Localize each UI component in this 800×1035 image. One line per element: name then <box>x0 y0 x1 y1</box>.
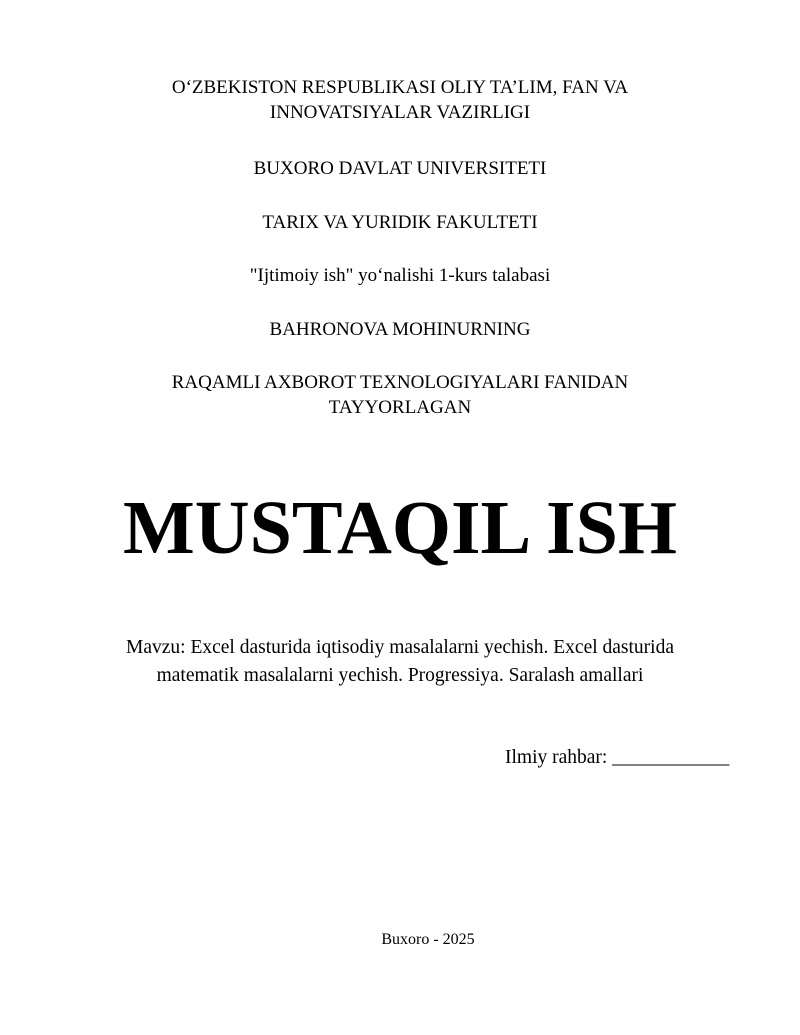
student-info: "Ijtimoiy ish" yo‘nalishi 1-kurs talabasi <box>249 265 551 286</box>
subject-line-1: RAQAMLI AXBOROT TEXNOLOGIYALARI FANIDAN <box>171 372 629 393</box>
subject-name <box>0 370 800 420</box>
topic <box>0 634 800 690</box>
student-name: BAHRONOVA MOHINURNING <box>269 319 531 340</box>
faculty-name: TARIX VA YURIDIK FAKULTETI <box>262 212 538 233</box>
footer <box>0 929 800 951</box>
ministry-line-1: O‘ZBEKISTON RESPUBLIKASI OLIY TA’LIM, FAN VA <box>171 77 629 98</box>
topic-line-1: Mavzu: Excel dasturida iqtisodiy masalalarni yechish. Excel dasturida <box>126 637 674 658</box>
subject-line-2: TAYYORLAGAN <box>328 397 472 418</box>
ministry-line-2: INNOVATSIYALAR VAZIRLIGI <box>269 102 531 123</box>
university-name: BUXORO DAVLAT UNIVERSITETI <box>253 158 547 179</box>
ministry-name <box>0 75 800 125</box>
supervisor-field: Ilmiy rahbar: ____________ <box>505 747 730 768</box>
city-year: Buxoro - 2025 <box>381 931 475 948</box>
document-title: MUSTAQIL ISH <box>123 486 677 570</box>
topic-line-2: matematik masalalarni yechish. Progressiya. Saralash amallari <box>156 665 644 686</box>
